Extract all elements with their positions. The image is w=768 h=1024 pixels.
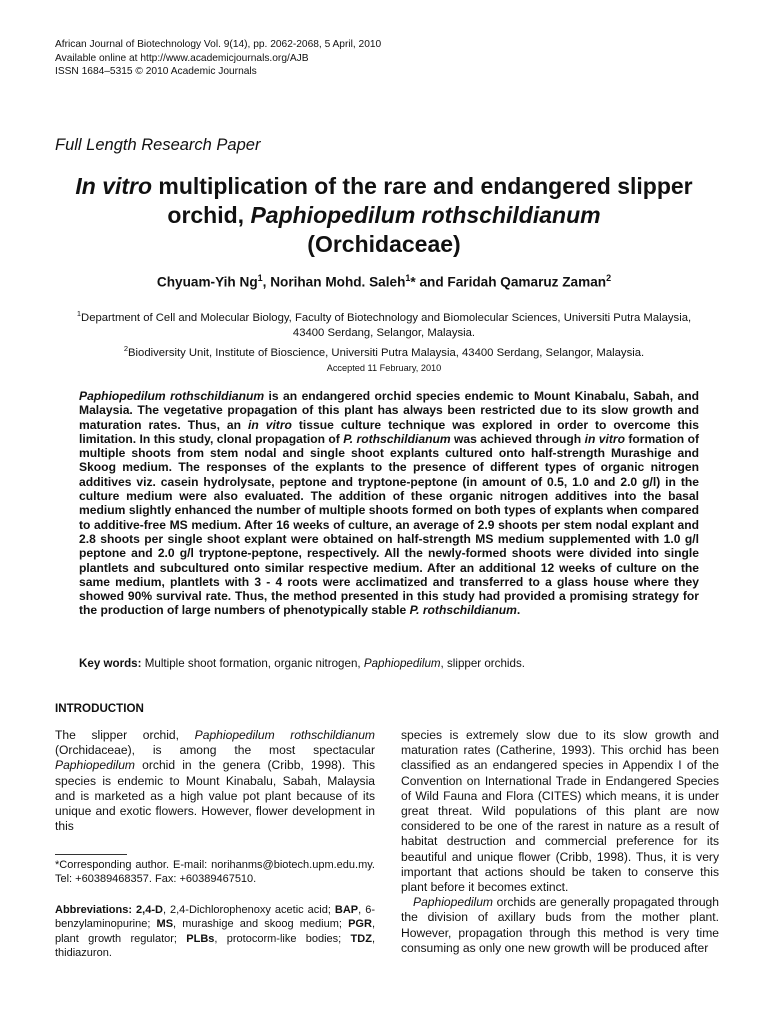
accepted-date: Accepted 11 February, 2010 [326, 363, 442, 373]
title-italic-invitro: In vitro [75, 173, 153, 199]
paper-type: Full Length Research Paper [55, 136, 261, 154]
author-3-sup: 2 [606, 273, 612, 283]
journal-url: Available online at http://www.academicjournals.org/AJB [55, 52, 309, 64]
abstract: Paphiopedilum rothschildianum is an endangered orchid species endemic to Mount Kinabalu, Sabah, and Malaysia. The vegetative propagation of this plant has always been restricted due to its slow growth and maturation rates. Thus, an in vitro tissue culture technique was explored in order to overcome this limitation. In this study, clonal propagation of P. rothschildianum was achieved through in vitro formation of multiple shoots from stem nodal and single shoot explants cultured onto half-strength Murashige and Skoog medium. The responses of the explants to the presence of different types of organic nitrogen additives viz. casein hydrolysate, peptone and tryptone-peptone (in amount of 0.5, 1.0 and 2.0 g/l) in the culture medium were also evaluated. The addition of these organic nitrogen additives into the basal medium slightly enhanced the number of multiple shoots formed on both types of explants when compared to additive-free MS medium. After 16 weeks of culture, an average of 2.9 shoots per stem nodal explant and 2.8 shoots per single shoot explant were obtained on half-strength MS medium supplemented with 1.0 g/l peptone and 2.0 g/l tryptone-peptone, respectively. All the newly-formed shoots were divided into single plantlets and subcultured onto similar respective medium. After an additional 12 weeks of culture on the same medium, plantlets with 3 - 4 roots were acclimatized and transferred to a glass house where they showed 90% survival rate. Thus, the method presented in this study had provided a promising strategy for the production of large numbers of phenotypically stable P. rothschildianum. [79, 389, 699, 618]
author-2: , Norihan Mohd. Saleh [262, 274, 406, 290]
journal-header [55, 38, 381, 79]
introduction-left-column: The slipper orchid, Paphiopedilum rothschildianum (Orchidaceae), is among the most spectacular Paphiopedilum orchid in the genera (Cribb, 1998). This species is endemic to Mount Kinabalu, Sabah, Malaysia and is marketed as a high value pot plant because of its unique and exotic flowers. However, flower development in this [55, 728, 375, 834]
intro-paragraph-1: species is extremely slow due to its slow growth and maturation rates (Catherine, 1993). This orchid has been classified as an endangered species in Appendix I of the Convention on International Trade in Endangered Species of Wild Fauna and Flora (CITES) which means, it is under great threat. Wild populations of this plant are now considered to be one of the rarest in nature as a result of habitat destruction and commercial preference for its beautiful and unique flower (Cribb, 1998). Thus, it is very important that actions should be taken to conserve this plant before it becomes extinct. [401, 728, 719, 895]
corresponding-author-footnote: *Corresponding author. E-mail: norihanms@biotech.upm.edu.my. Tel: +60389468357. Fax: +60389467510. [55, 859, 375, 885]
journal-issn: ISSN 1684–5315 © 2010 Academic Journals [55, 66, 257, 77]
title-family: (Orchidaceae) [307, 231, 461, 257]
affiliations [66, 306, 702, 361]
affiliation-1: $^1$Department of Cell and Molecular Biology, Faculty of Biotechnology and Biomolecular Sciences, Universiti Putra Malaysia, 43400 Serdang, Selangor, Malaysia. [76, 309, 692, 339]
title-species: Paphiopedilum rothschildianum [250, 202, 601, 228]
intro-paragraph-2: Paphiopedilum orchids are generally propagated through the division of axillary buds from the mother plant. However, propagation through this method is very time consuming as only one new growth will be produced after [401, 895, 719, 955]
keywords-label: Key words: [79, 657, 142, 670]
title-text: multiplication of the rare and endangered slipper orchid, [152, 173, 693, 228]
keywords: Key words: Multiple shoot formation, organic nitrogen, Paphiopedilum, slipper orchids. [79, 657, 525, 670]
abbreviations-label: Abbreviations: [55, 904, 133, 916]
author-list [60, 273, 708, 290]
journal-citation: African Journal of Biotechnology Vol. 9(14), pp. 2062-2068, 5 April, 2010 [55, 39, 382, 50]
section-heading-introduction: INTRODUCTION [55, 702, 144, 715]
author-1: Chyuam-Yih Ng [156, 274, 258, 290]
author-2-sup: 1 [405, 273, 411, 283]
introduction-right-column [401, 728, 719, 956]
author-3: * and Faridah Qamaruz Zaman [410, 274, 607, 290]
abbreviations: Abbreviations: 2,4-D, 2,4-Dichlorophenoxy acetic acid; BAP, 6-benzylaminopurine; MS, murashige and skoog medium; PGR, plant growth regulator; PLBs, protocorm-like bodies; TDZ, thidiazuron. [55, 904, 375, 959]
footnote-divider [55, 854, 127, 855]
affiliation-2: $^2$Biodiversity Unit, Institute of Bioscience, Universiti Putra Malaysia, 43400 Serdang, Selangor, Malaysia. [123, 343, 645, 359]
author-1-sup: 1 [257, 273, 263, 283]
paper-title [60, 172, 708, 259]
